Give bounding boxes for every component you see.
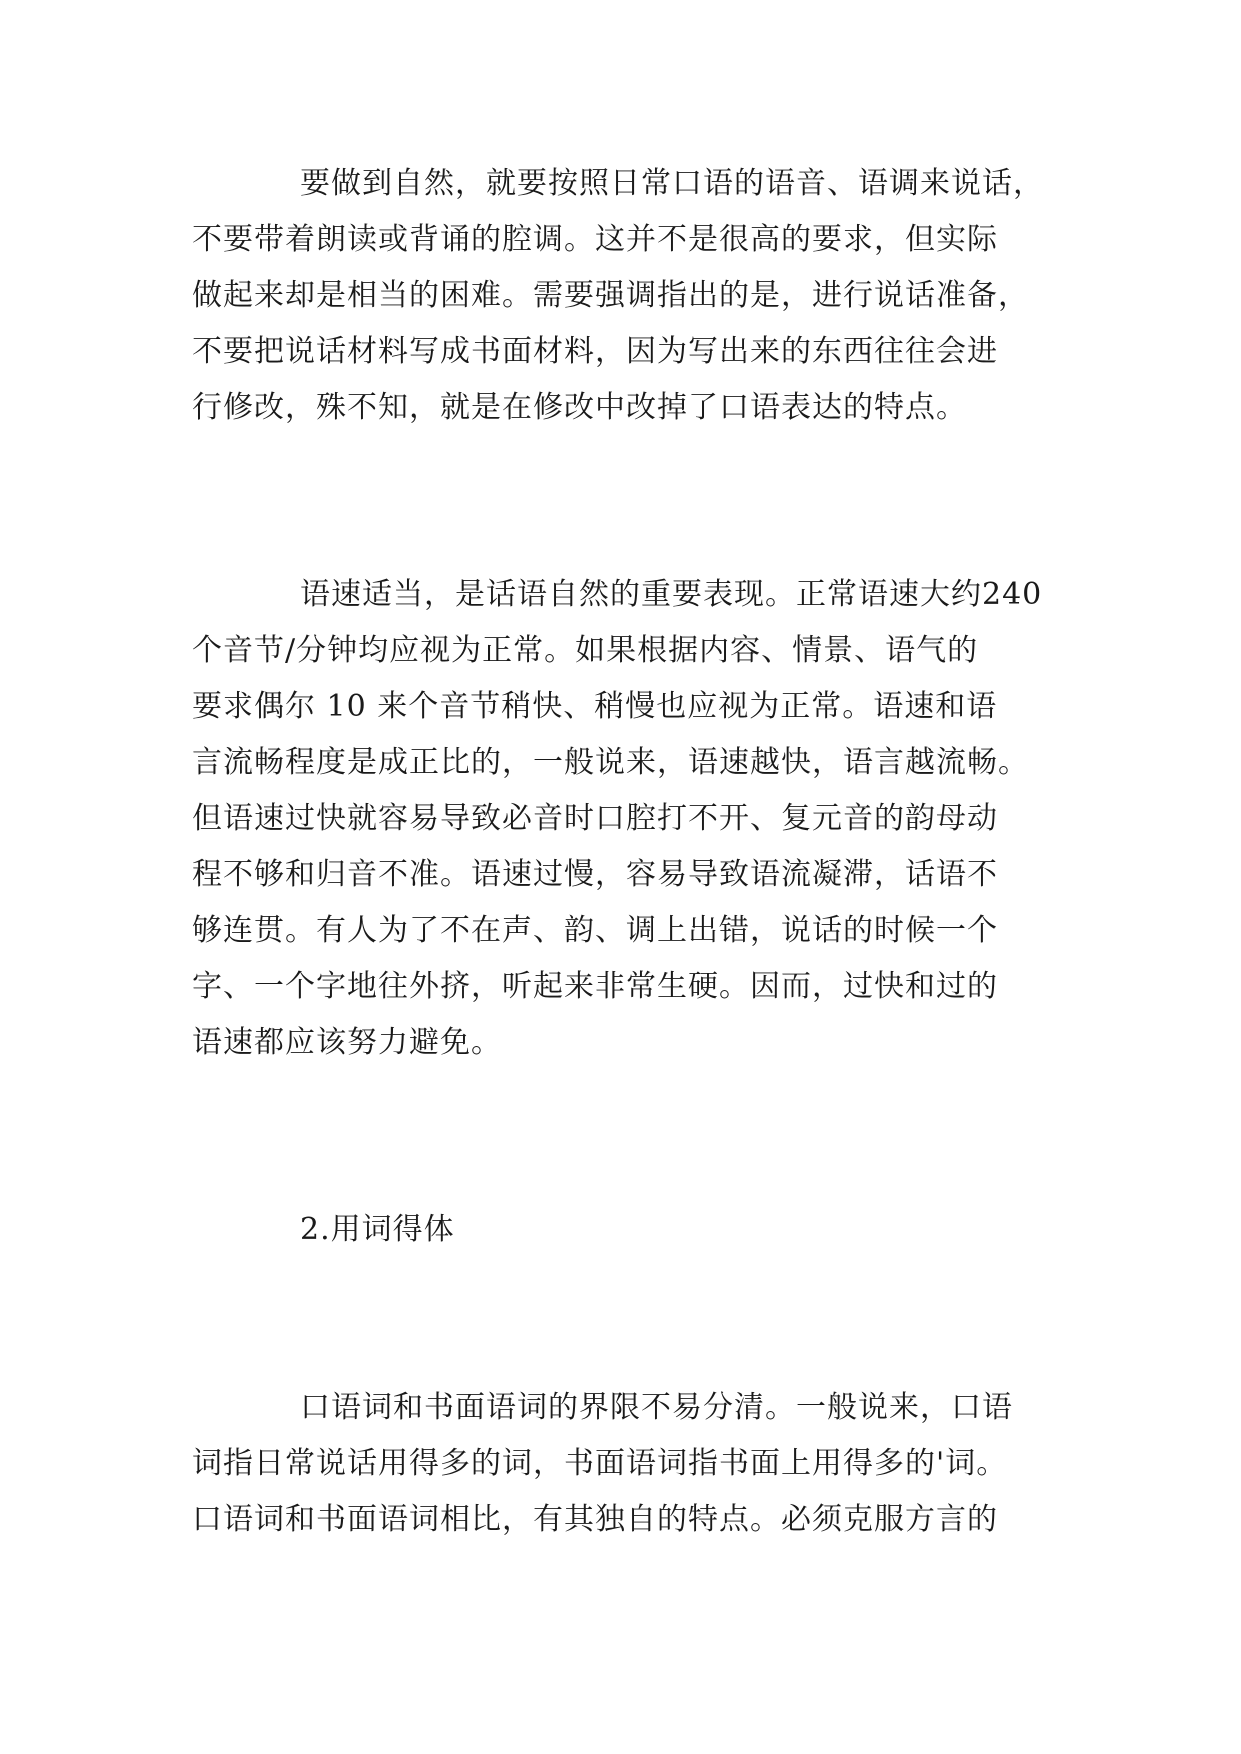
section-heading: 2.用词得体 (300, 1212, 455, 1247)
paragraph-line: 要做到自然，就要按照日常口语的语音、语调来说话， (300, 166, 1044, 201)
paragraph-line: 不要把说话材料写成书面材料，因为写出来的东西往往会进 (192, 334, 998, 369)
paragraph-line: 但语速过快就容易导致必音时口腔打不开、复元音的韵母动 (192, 801, 998, 836)
paragraph-line: 口语词和书面语词的界限不易分清。一般说来，口语 (300, 1390, 1013, 1425)
paragraph-line: 语速都应该努力避免。 (192, 1025, 502, 1060)
paragraph-line: 言流畅程度是成正比的，一般说来，语速越快，语言越流畅。 (192, 745, 1029, 780)
paragraph-line: 行修改，殊不知，就是在修改中改掉了口语表达的特点。 (192, 390, 967, 425)
paragraph-line: 做起来却是相当的困难。需要强调指出的是，进行说话准备， (192, 278, 1029, 313)
paragraph-word-choice (192, 1380, 1072, 1548)
paragraph-speech-rate (192, 567, 1072, 1071)
paragraph-line: 够连贯。有人为了不在声、韵、调上出错，说话的时候一个 (192, 913, 998, 948)
paragraph-line: 口语词和书面语词相比，有其独自的特点。必须克服方言的 (192, 1502, 998, 1537)
paragraph-line: 字、一个字地往外挤，听起来非常生硬。因而，过快和过的 (192, 969, 998, 1004)
paragraph-line: 不要带着朗读或背诵的腔调。这并不是很高的要求，但实际 (192, 222, 998, 257)
paragraph-line: 语速适当，是话语自然的重要表现。正常语速大约240 (300, 577, 1043, 612)
paragraph-line: 程不够和归音不准。语速过慢，容易导致语流凝滞，话语不 (192, 857, 998, 892)
paragraph-line: 个音节/分钟均应视为正常。如果根据内容、情景、语气的 (192, 633, 979, 668)
paragraph-line: 词指日常说话用得多的词，书面语词指书面上用得多的'词。 (192, 1446, 1008, 1481)
paragraph-natural-speech (192, 156, 1072, 436)
paragraph-line: 要求偶尔 10 来个音节稍快、稍慢也应视为正常。语速和语 (192, 689, 998, 724)
